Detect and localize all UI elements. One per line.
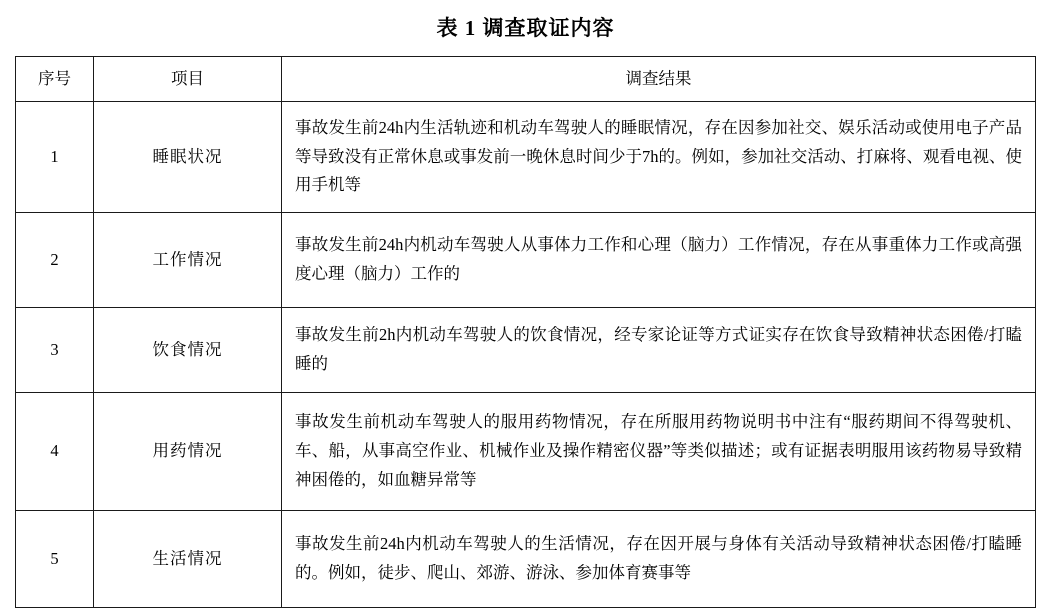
row-result: 事故发生前24h内机动车驾驶人从事体力工作和心理（脑力）工作情况，存在从事重体力工作或高强度心理（脑力）工作的 — [282, 213, 1036, 308]
row-result: 事故发生前24h内生活轨迹和机动车驾驶人的睡眠情况，存在因参加社交、娱乐活动或使用电子产品等导致没有正常休息或事发前一晚休息时间少于7h的。例如，参加社交活动、打麻将、观看电视、使用手机等 — [282, 102, 1036, 213]
row-result: 事故发生前机动车驾驶人的服用药物情况，存在所服用药物说明书中注有“服药期间不得驾驶机、车、船，从事高空作业、机械作业及操作精密仪器”等类似描述；或有证据表明服用该药物易导致精神困倦的，如血糖异常等 — [282, 393, 1036, 511]
table-row — [16, 213, 1036, 308]
column-header-no: 序号 — [16, 57, 94, 102]
table-row — [16, 308, 1036, 393]
table-body — [16, 102, 1036, 608]
table-row — [16, 393, 1036, 511]
row-number: 1 — [16, 102, 94, 213]
row-number: 4 — [16, 393, 94, 511]
row-number: 2 — [16, 213, 94, 308]
column-header-result: 调查结果 — [282, 57, 1036, 102]
page-title: 表 1 调查取证内容 — [436, 16, 615, 40]
row-item: 工作情况 — [94, 213, 282, 308]
row-item: 生活情况 — [94, 511, 282, 608]
table-header — [16, 57, 1036, 102]
row-number: 5 — [16, 511, 94, 608]
table-row — [16, 511, 1036, 608]
row-item: 睡眠状况 — [94, 102, 282, 213]
column-header-item: 项目 — [94, 57, 282, 102]
row-result: 事故发生前2h内机动车驾驶人的饮食情况，经专家论证等方式证实存在饮食导致精神状态困倦/打瞌睡的 — [282, 308, 1036, 393]
table-header-row — [16, 57, 1036, 102]
investigation-table — [15, 56, 1036, 608]
row-result: 事故发生前24h内机动车驾驶人的生活情况，存在因开展与身体有关活动导致精神状态困倦/打瞌睡的。例如，徒步、爬山、郊游、游泳、参加体育赛事等 — [282, 511, 1036, 608]
row-item: 用药情况 — [94, 393, 282, 511]
row-item: 饮食情况 — [94, 308, 282, 393]
row-number: 3 — [16, 308, 94, 393]
table-row — [16, 102, 1036, 213]
